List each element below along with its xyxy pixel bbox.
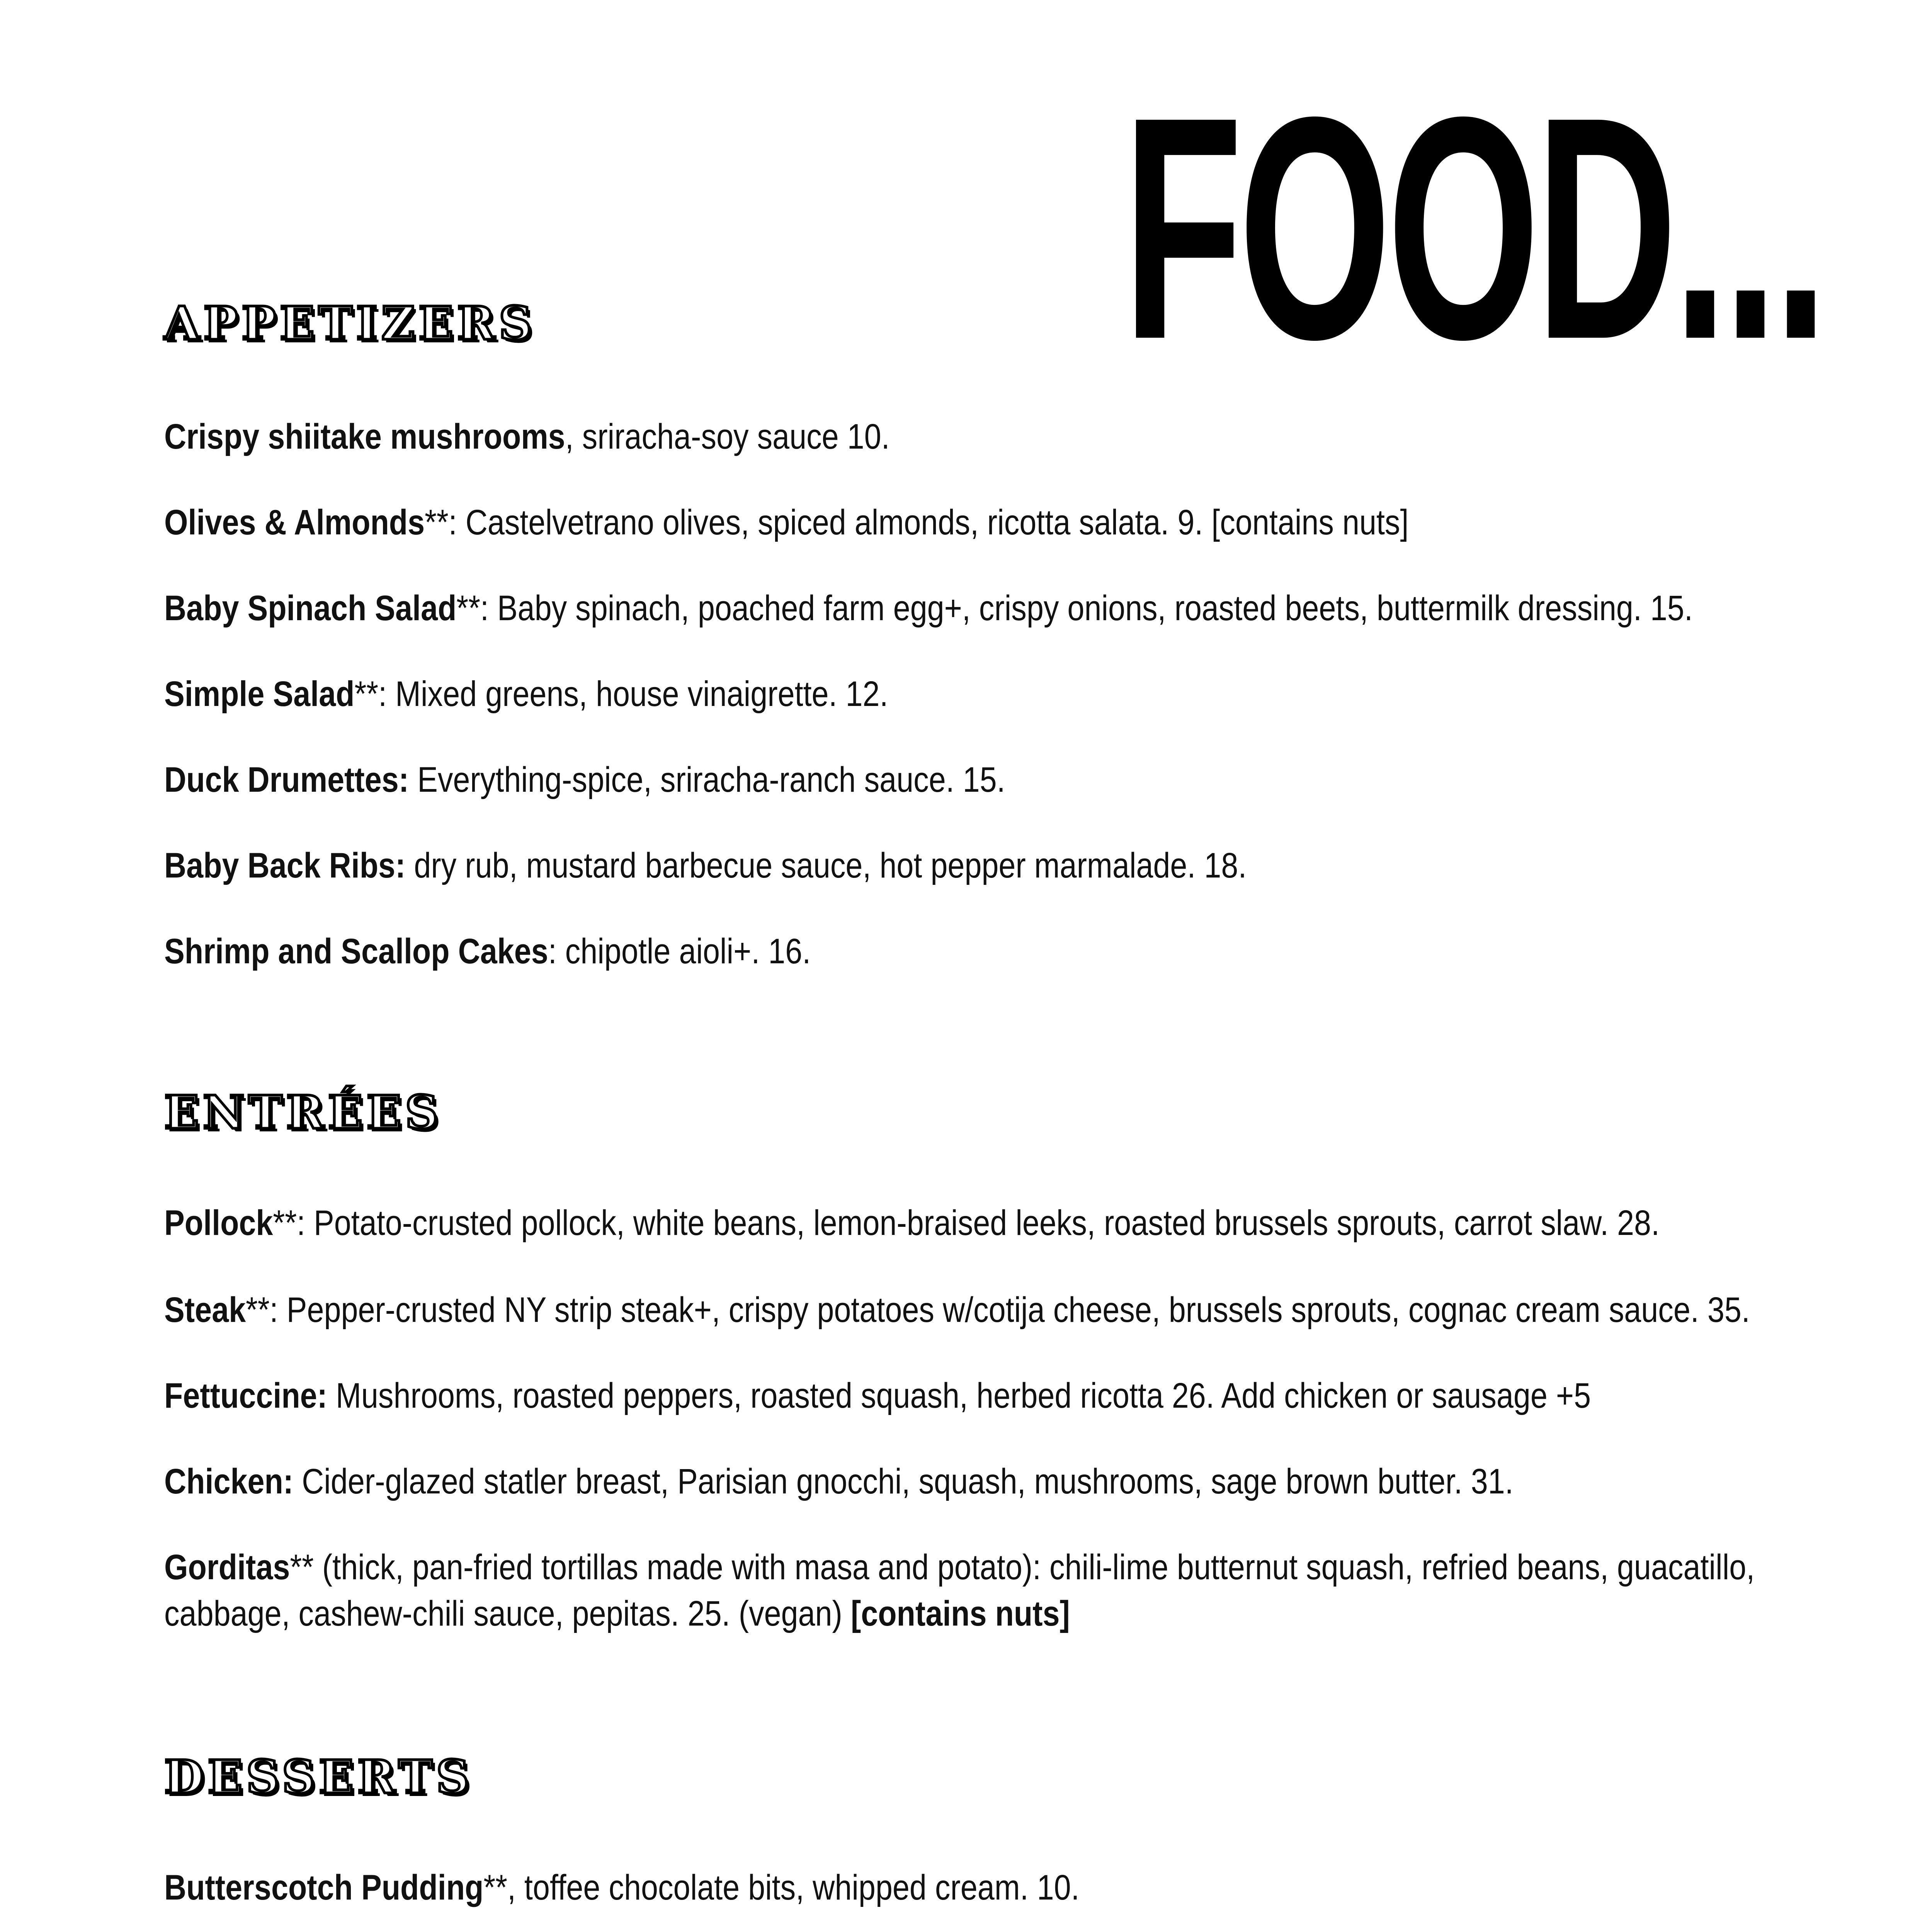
menu-item: [164, 842, 1610, 889]
contains-nuts-note: [contains nuts]: [850, 1594, 1070, 1633]
menu-item: [164, 1287, 1750, 1333]
item-desc: **: Mixed greens, house vinaigrette. 12.: [354, 674, 888, 714]
section-title-entrees: ENTRÉES: [164, 1085, 442, 1139]
item-desc: **: Pepper-crusted NY strip steak+, crispy potatoes w/cotija cheese, brussels sprouts, cognac cream sauce. 35.: [246, 1290, 1750, 1330]
item-name: Chicken:: [164, 1462, 294, 1501]
menu-item: [164, 1864, 1610, 1911]
item-name: Butterscotch Pudding: [164, 1868, 484, 1907]
menu-item: [164, 757, 1610, 803]
item-name: Pollock: [164, 1203, 273, 1243]
menu-item: [164, 1458, 1610, 1505]
item-name: Duck Drumettes:: [164, 760, 409, 799]
item-name: Simple Salad: [164, 674, 355, 714]
menu-item: [164, 413, 1610, 460]
item-desc: Cider-glazed statler breast, Parisian gnocchi, squash, mushrooms, sage brown butter. 31.: [293, 1462, 1514, 1501]
menu-item: [164, 1372, 1610, 1419]
item-name: Fettuccine:: [164, 1376, 328, 1415]
item-desc: Mushrooms, roasted peppers, roasted squash, herbed ricotta 26. Add chicken or sausage +5: [327, 1376, 1591, 1415]
item-desc: **: Baby spinach, poached farm egg+, crispy onions, roasted beets, buttermilk dressing. 15.: [456, 588, 1693, 628]
menu-item: [164, 671, 1610, 717]
item-desc: **: Potato-crusted pollock, white beans, lemon-braised leeks, roasted brussels sprouts, carrot slaw. 28.: [273, 1203, 1660, 1243]
section-title-appetizers: APPETIZERS: [164, 296, 536, 350]
menu-item: [164, 1200, 1660, 1246]
item-desc: **: Castelvetrano olives, spiced almonds, ricotta salata. 9. [contains nuts]: [425, 503, 1409, 542]
item-name: Olives & Almonds: [164, 503, 425, 542]
item-name: Shrimp and Scallop Cakes: [164, 932, 548, 971]
item-name: Steak: [164, 1290, 246, 1330]
item-desc: **, toffee chocolate bits, whipped cream. 10.: [483, 1868, 1080, 1907]
item-name: Gorditas: [164, 1548, 290, 1587]
menu-item: [164, 585, 1693, 631]
section-title-desserts: DESSERTS: [164, 1750, 473, 1804]
item-name: Baby Spinach Salad: [164, 588, 457, 628]
item-desc: : chipotle aioli+. 16.: [548, 932, 811, 971]
item-name: Crispy shiitake mushrooms: [164, 417, 565, 456]
item-desc: ** (thick, pan-fried tortillas made with masa and potato): chili-lime butternut squash, refried beans, guacatillo, cabbage, cashew-chili sauce, pepitas. 25. (vegan): [164, 1548, 1755, 1633]
item-desc: dry rub, mustard barbecue sauce, hot pepper marmalade. 18.: [405, 846, 1247, 885]
menu-title: FOOD...: [1122, 51, 1824, 405]
menu-item: [164, 1544, 1842, 1637]
item-desc: Everything-spice, sriracha-ranch sauce. 15.: [409, 760, 1005, 799]
menu-item: [164, 928, 1610, 975]
item-name: Baby Back Ribs:: [164, 846, 406, 885]
menu-item: [164, 499, 1610, 546]
item-desc: , sriracha-soy sauce 10.: [565, 417, 890, 456]
